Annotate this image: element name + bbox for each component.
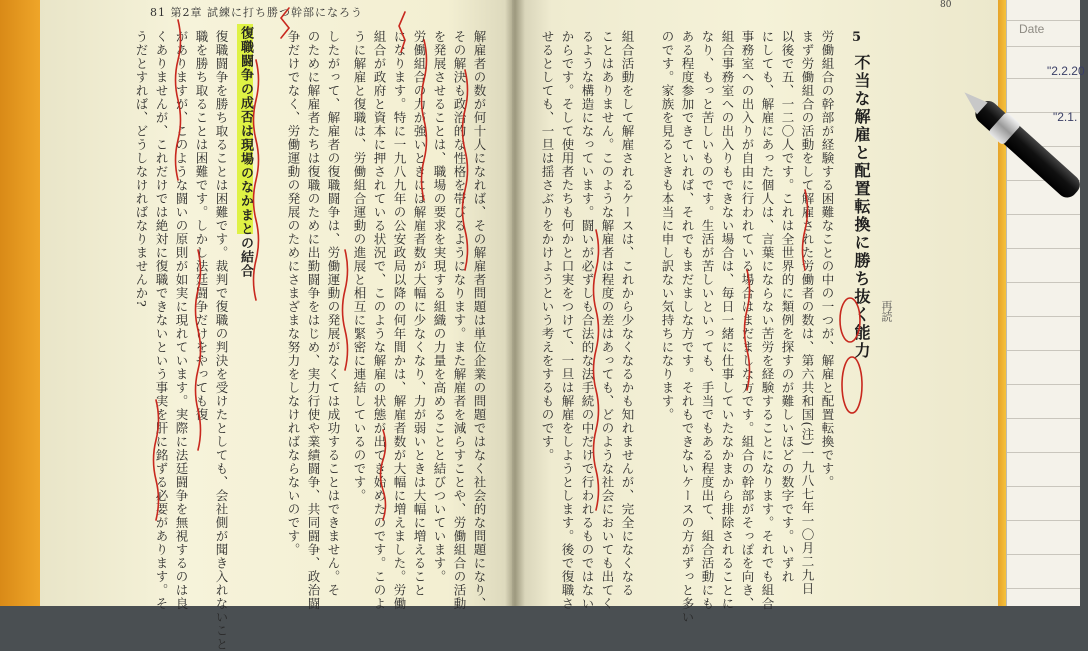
underline-stroke	[254, 60, 259, 300]
left-text-column: うだとすれば、どうしなければなりませんか?	[134, 30, 149, 308]
right-text-column: 組合事務室への出入りもできない場合は、毎日一緒に仕事していたなかまから排除されることに	[720, 30, 735, 611]
underline-stroke	[745, 270, 750, 390]
left-text-column: うに解雇と復職は、労働組合運動の進展と相互に緊密に連結しているのです。	[352, 30, 367, 503]
right-text-column: 事務室への出入りが自由に行われている場合はまだましな方です。組合の幹部がそっぽを向き、	[740, 30, 755, 611]
left-text-column: したがって、解雇者の復職闘争は、労働運動の発展がなくては成功することはできません。そ	[326, 30, 341, 597]
left-text-column: のために解雇者たちは復職のために出勤闘争をはじめ、実力行使や業績闘争、共同闘争、政治闘	[306, 30, 321, 611]
left-text-column: 職を勝ち取ることは困難です。しかし法廷闘争だけをやっても復	[194, 30, 209, 422]
underline-stroke	[463, 70, 468, 270]
left-text-column: くありませんが、これだけでは絶対に復職できないという事実を肝に銘ずる必要があります。そ	[154, 30, 169, 611]
left-text-column: その解決も政治的な性格を帯びるようになります。また解雇者を減らすことや、労働組合の活動	[452, 30, 467, 611]
right-text-column: なり、もっと苦しいものです。生活が苦しいといっても、手当でもある程度出て、組合活動にも	[700, 30, 715, 611]
left-text-column: を発展させることは、職場の要求を実現する組織の力量を高めることと結びついています。	[432, 30, 447, 584]
right-text-column: るような構造になっています。闘いが必ずしも合法的な法手続の中だけで行われるものではない	[580, 30, 595, 611]
subsection-title: 復職闘争の成否は現場のなかまとの結合	[238, 26, 253, 278]
notebook-handwriting-1: "2.2.20	[1047, 64, 1085, 78]
right-text-column: 以後で五、一二〇人です。これは全世界的に類例を探すのが難しいほどの数字です。いずれ	[780, 30, 795, 584]
underline-stroke	[176, 20, 181, 180]
left-text-column: 復職闘争を勝ち取ることは困難です。裁判で復職の判決を受けたとしても、会社側が聞き入れないこと	[214, 30, 229, 651]
right-text-column: ことはありません。このような解雇者は程度の差はあっても、どのような社会においても出てく	[600, 30, 615, 611]
section-title: 不当な解雇と配置転換に勝ち抜く能力	[852, 54, 871, 360]
left-text-column: 争だけでなく、労働運動の発展のためにさまざまな努力をしなければならないのです。	[286, 30, 301, 557]
notebook-handwriting-2: "2.1.	[1053, 110, 1078, 124]
underline-stroke	[196, 250, 201, 450]
right-page-number: 80	[940, 0, 952, 10]
right-text-column: ある程度参加できていれば、それでもまだましな方です。それもできないケースの方がずっと多い	[680, 30, 695, 624]
circled-word	[842, 357, 862, 413]
right-text-column: 組合活動をして解雇されるケースは、これから少なくなるかも知れませんが、完全になくなる	[620, 30, 635, 597]
section-number: 5	[852, 30, 862, 45]
right-text-column: 労働組合の幹部が経験する困難なことの中の一つが、解雇と配置転換です。	[820, 30, 835, 489]
underline-stroke	[381, 430, 386, 520]
left-text-column: 労働組合の力が強いときには解雇者数が大幅に少なくなり、力が弱いときは大幅に増えること	[412, 30, 427, 597]
left-text-column: になります。特に一九八九年の公安政局以降の何年間かは、解雇者数が大幅に増えました。労働	[392, 30, 407, 611]
right-text-column: まず労働組合の活動をして解雇された労働者の数は、第六共和国(注)一九八七年一〇月二九日	[800, 30, 815, 596]
circled-word	[840, 298, 860, 342]
right-text-column: にしても、解雇にあった個人は、言葉にならない苦労を経験することになります。それでも組合	[760, 30, 775, 611]
right-text-column: せるとしても、一旦は揺さぶりをかけようという考えをするものです。	[540, 30, 555, 462]
underline-stroke	[343, 250, 348, 370]
margin-note: 再読	[880, 300, 893, 322]
notebook-date-label: Date	[1019, 22, 1045, 36]
underline-stroke	[281, 8, 289, 38]
underline-stroke	[803, 190, 808, 270]
underline-stroke	[399, 12, 405, 52]
underline-stroke	[154, 400, 159, 520]
left-running-head: 81 第2章 試練に打ち勝つ幹部になろう	[150, 6, 363, 19]
left-text-column: 解雇者の数が何十人になれば、その解雇者問題は単位企業の問題ではなく社会的な問題になり、	[472, 30, 487, 611]
underline-stroke	[594, 230, 599, 510]
right-text-column: のです。家族を見るときも本当に申し訳ない気持ちになります。	[660, 30, 675, 422]
underline-stroke	[422, 40, 427, 200]
left-text-column: 組合が政府と資本に押されている状況で、このような解雇の状態が出てき始めたのです。このよ	[372, 30, 387, 611]
right-text-column: からです。そして使用者たちも何かと口実をつけて、一旦は解雇をしようとします。後で復職さ	[560, 30, 575, 611]
left-text-column: がありますが、このような闘いの原則が如実に現れています。実際に法廷闘争を無視するのは良	[174, 30, 189, 611]
